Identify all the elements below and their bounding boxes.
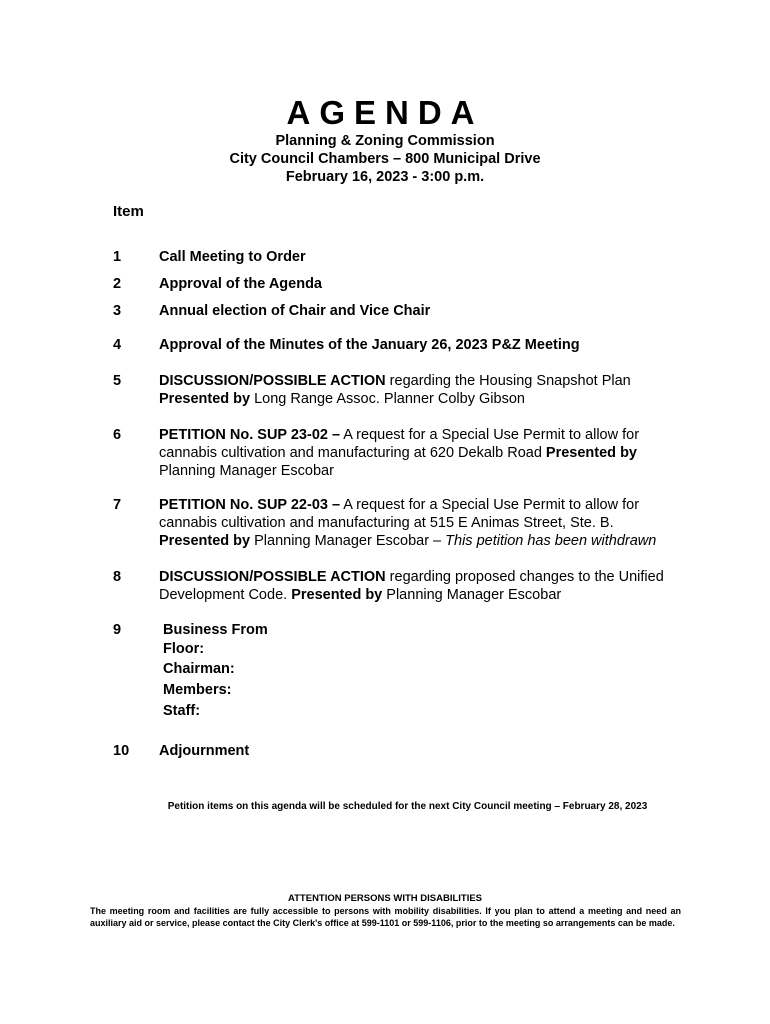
item-description: Development Code.: [159, 587, 292, 603]
business-from-title: Business From: [163, 622, 268, 638]
item-text: [159, 568, 681, 604]
item-text: Annual election of Chair and Vice Chair: [159, 303, 431, 319]
disabilities-notice: The meeting room and facilities are fully accessible to persons with mobility disabilities. If you plan to attend a meeting and need an auxiliary aid or service, please contact the City Clerk's office at 599-1101 or 599-1106, prior to the meeting so arrangements can be made.: [90, 906, 681, 928]
item-number: 8: [113, 569, 122, 585]
item-bold-lead: DISCUSSION/POSSIBLE ACTION: [159, 569, 386, 585]
item-description: A request for a Special Use Permit to allow for: [340, 497, 640, 513]
petition-number: PETITION No. SUP 22-03 –: [159, 497, 341, 513]
commission-name: Planning & Zoning Commission: [275, 133, 495, 149]
presented-by-label: Presented by: [159, 391, 251, 407]
item-number: 6: [113, 427, 122, 443]
presented-by-label: Presented by: [159, 533, 251, 549]
item-column-header: Item: [113, 203, 144, 220]
item-description: A request for a Special Use Permit to allow for: [340, 427, 640, 443]
item-text: Approval of the Agenda: [159, 276, 322, 292]
presented-by-label: Presented by: [545, 445, 637, 461]
item-text: Adjournment: [159, 743, 250, 759]
item-description: regarding proposed changes to the Unified: [385, 569, 664, 585]
item-number: 7: [113, 497, 122, 513]
item-description: regarding the Housing Snapshot Plan: [385, 373, 631, 389]
item-number: 9: [113, 622, 122, 638]
item-text: [159, 426, 681, 480]
petition-number: PETITION No. SUP 23-02 –: [159, 427, 341, 443]
item-text: [159, 372, 681, 408]
disabilities-title: ATTENTION PERSONS WITH DISABILITIES: [287, 893, 483, 904]
presenter: Planning Manager Escobar –: [250, 533, 446, 549]
item-number: 3: [113, 303, 122, 319]
business-from-floor: Floor:: [163, 641, 205, 657]
item-number: 10: [113, 743, 130, 759]
item-text: Approval of the Minutes of the January 26, 2023 P&Z Meeting: [159, 337, 580, 353]
item-bold-lead: DISCUSSION/POSSIBLE ACTION: [159, 373, 386, 389]
meeting-datetime: February 16, 2023 - 3:00 p.m.: [285, 169, 485, 185]
business-from-staff: Staff:: [163, 703, 201, 719]
presenter: Planning Manager Escobar: [382, 587, 562, 603]
presenter: Planning Manager Escobar: [159, 463, 334, 479]
presented-by-label: Presented by: [291, 587, 383, 603]
agenda-title: AGENDA: [286, 94, 484, 131]
item-description: cannabis cultivation and manufacturing at 515 E Animas Street, Ste. B.: [159, 515, 614, 531]
item-number: 4: [113, 337, 122, 353]
business-from-chairman: Chairman:: [163, 661, 235, 677]
item-number: 1: [113, 249, 122, 265]
item-number: 5: [113, 373, 122, 389]
item-description: cannabis cultivation and manufacturing at 620 Dekalb Road: [159, 445, 546, 461]
item-number: 2: [113, 276, 122, 292]
item-text: Call Meeting to Order: [159, 249, 306, 265]
presenter: Long Range Assoc. Planner Colby Gibson: [250, 391, 525, 407]
meeting-location: City Council Chambers – 800 Municipal Drive: [229, 151, 541, 167]
petition-note: Petition items on this agenda will be scheduled for the next City Council meeting – February 28, 2023: [167, 801, 648, 812]
withdrawn-note: This petition has been withdrawn: [445, 533, 657, 549]
item-text: [159, 496, 681, 550]
business-from-members: Members:: [163, 682, 232, 698]
